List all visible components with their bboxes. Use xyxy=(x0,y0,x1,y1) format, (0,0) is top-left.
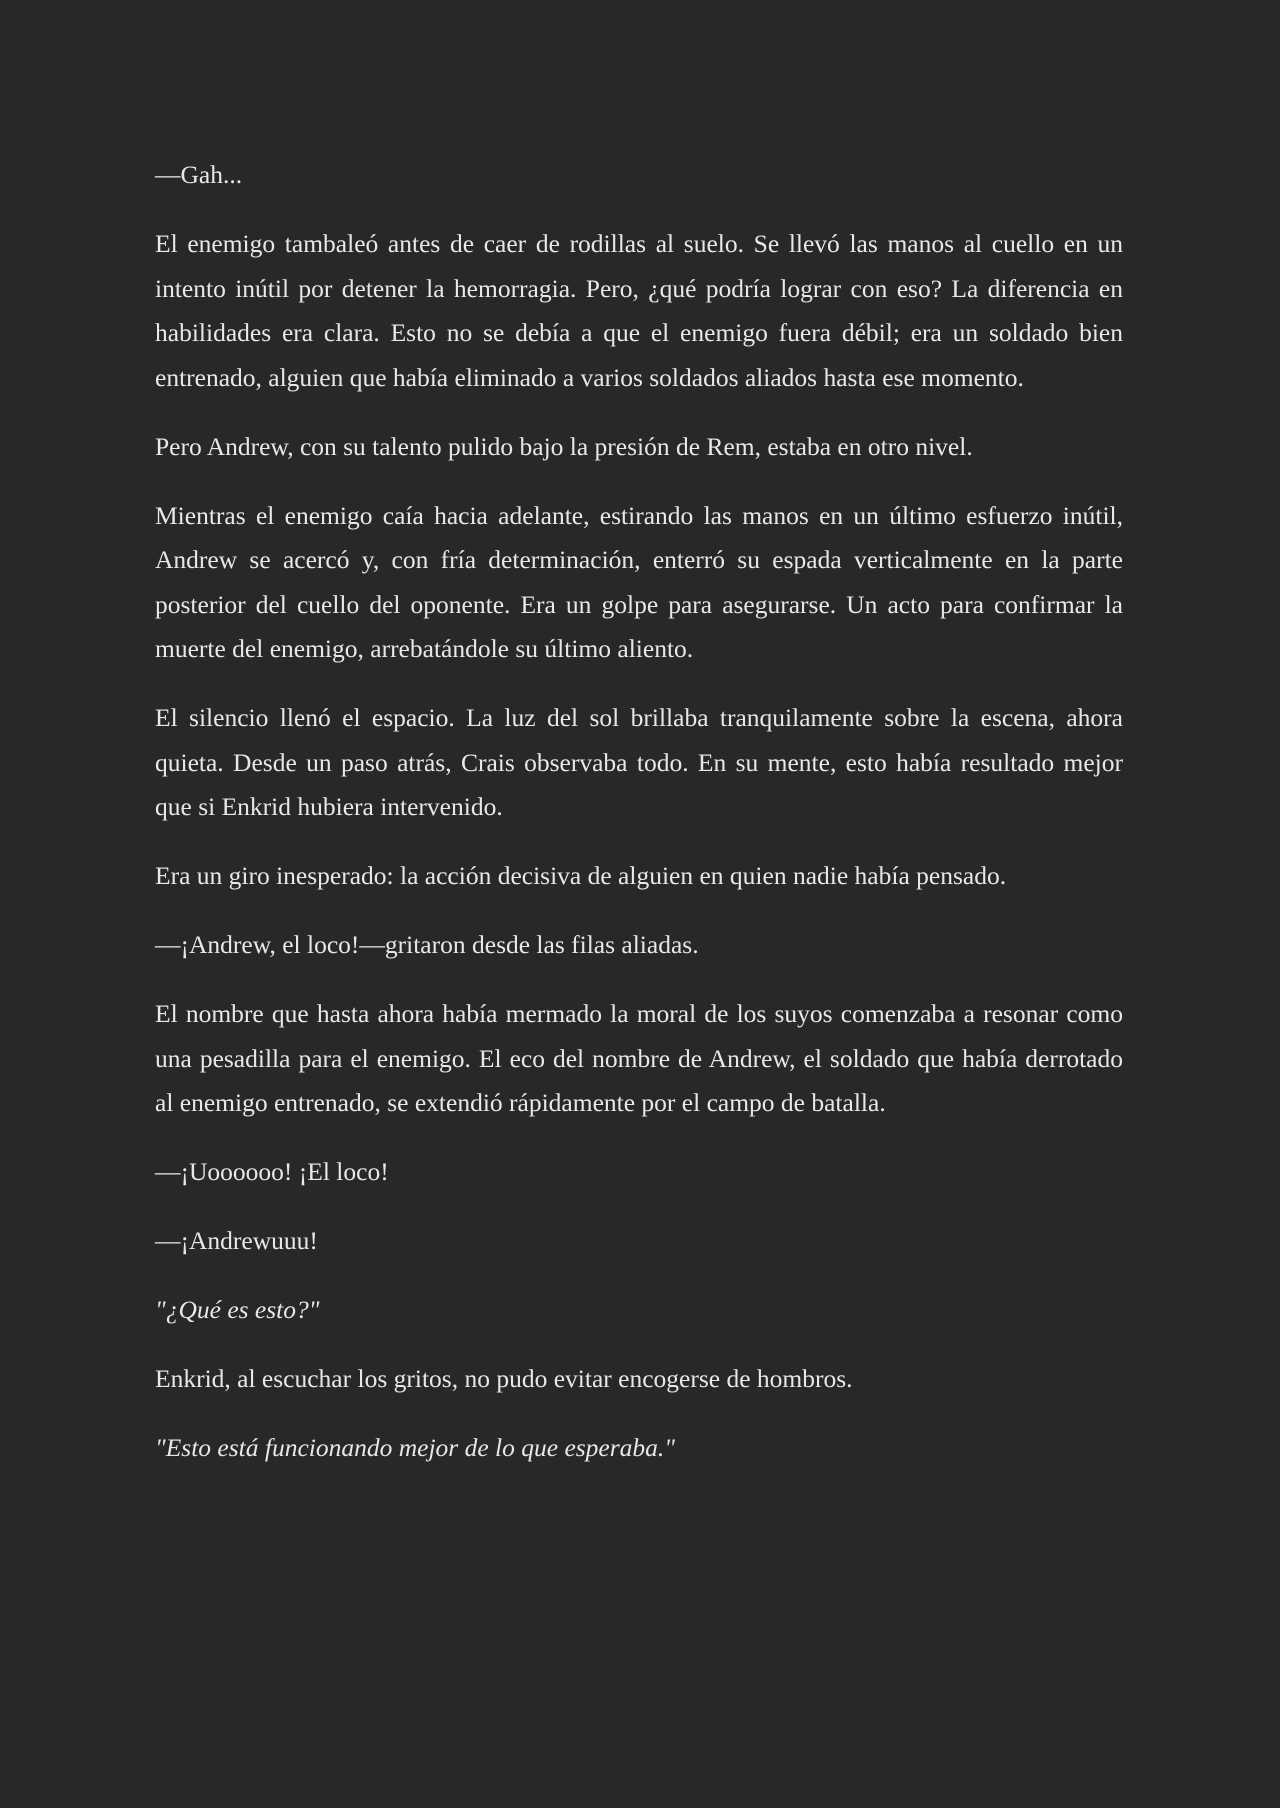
paragraph: Mientras el enemigo caía hacia adelante, estirando las manos en un último esfuerzo inútil, Andrew se acercó y, con fría determinación, enterró su espada verticalmente en la parte posterior del cuello del oponente. Era un golpe para asegurarse. Un acto para confirmar la muerte del enemigo, arrebatándole su último aliento. xyxy=(155,500,1123,663)
paragraph: El nombre que hasta ahora había mermado la moral de los suyos comenzaba a resonar como una pesadilla para el enemigo. El eco del nombre de Andrew, el soldado que había derrotado al enemigo entrenado, se extendió rápidamente por el campo de batalla. xyxy=(155,999,1123,1117)
paragraph: Era un giro inesperado: la acción decisiva de alguien en quien nadie había pensado. xyxy=(155,861,1007,890)
thought-paragraph: "¿Qué es esto?" xyxy=(155,1295,320,1324)
document-body xyxy=(155,153,1123,1495)
paragraph: Enkrid, al escuchar los gritos, no pudo evitar encogerse de hombros. xyxy=(155,1364,853,1393)
paragraph: El enemigo tambaleó antes de caer de rodillas al suelo. Se llevó las manos al cuello en un intento inútil por detener la hemorragia. Pero, ¿qué podría lograr con eso? La diferencia en habilidades era clara. Esto no se debía a que el enemigo fuera débil; era un soldado bien entrenado, alguien que había eliminado a varios soldados aliados hasta ese momento. xyxy=(155,229,1123,392)
paragraph: El silencio llenó el espacio. La luz del sol brillaba tranquilamente sobre la escena, ahora quieta. Desde un paso atrás, Crais observaba todo. En su mente, esto había resultado mejor que si Enkrid hubiera intervenido. xyxy=(155,703,1123,821)
thought-paragraph: "Esto está funcionando mejor de lo que esperaba." xyxy=(155,1433,676,1462)
paragraph: —Gah... xyxy=(155,160,243,189)
paragraph: Pero Andrew, con su talento pulido bajo la presión de Rem, estaba en otro nivel. xyxy=(155,431,973,461)
paragraph: —¡Andrewuuu! xyxy=(155,1226,318,1255)
paragraph: —¡Uoooooo! ¡El loco! xyxy=(155,1157,389,1186)
paragraph: —¡Andrew, el loco!—gritaron desde las filas aliadas. xyxy=(155,930,699,959)
